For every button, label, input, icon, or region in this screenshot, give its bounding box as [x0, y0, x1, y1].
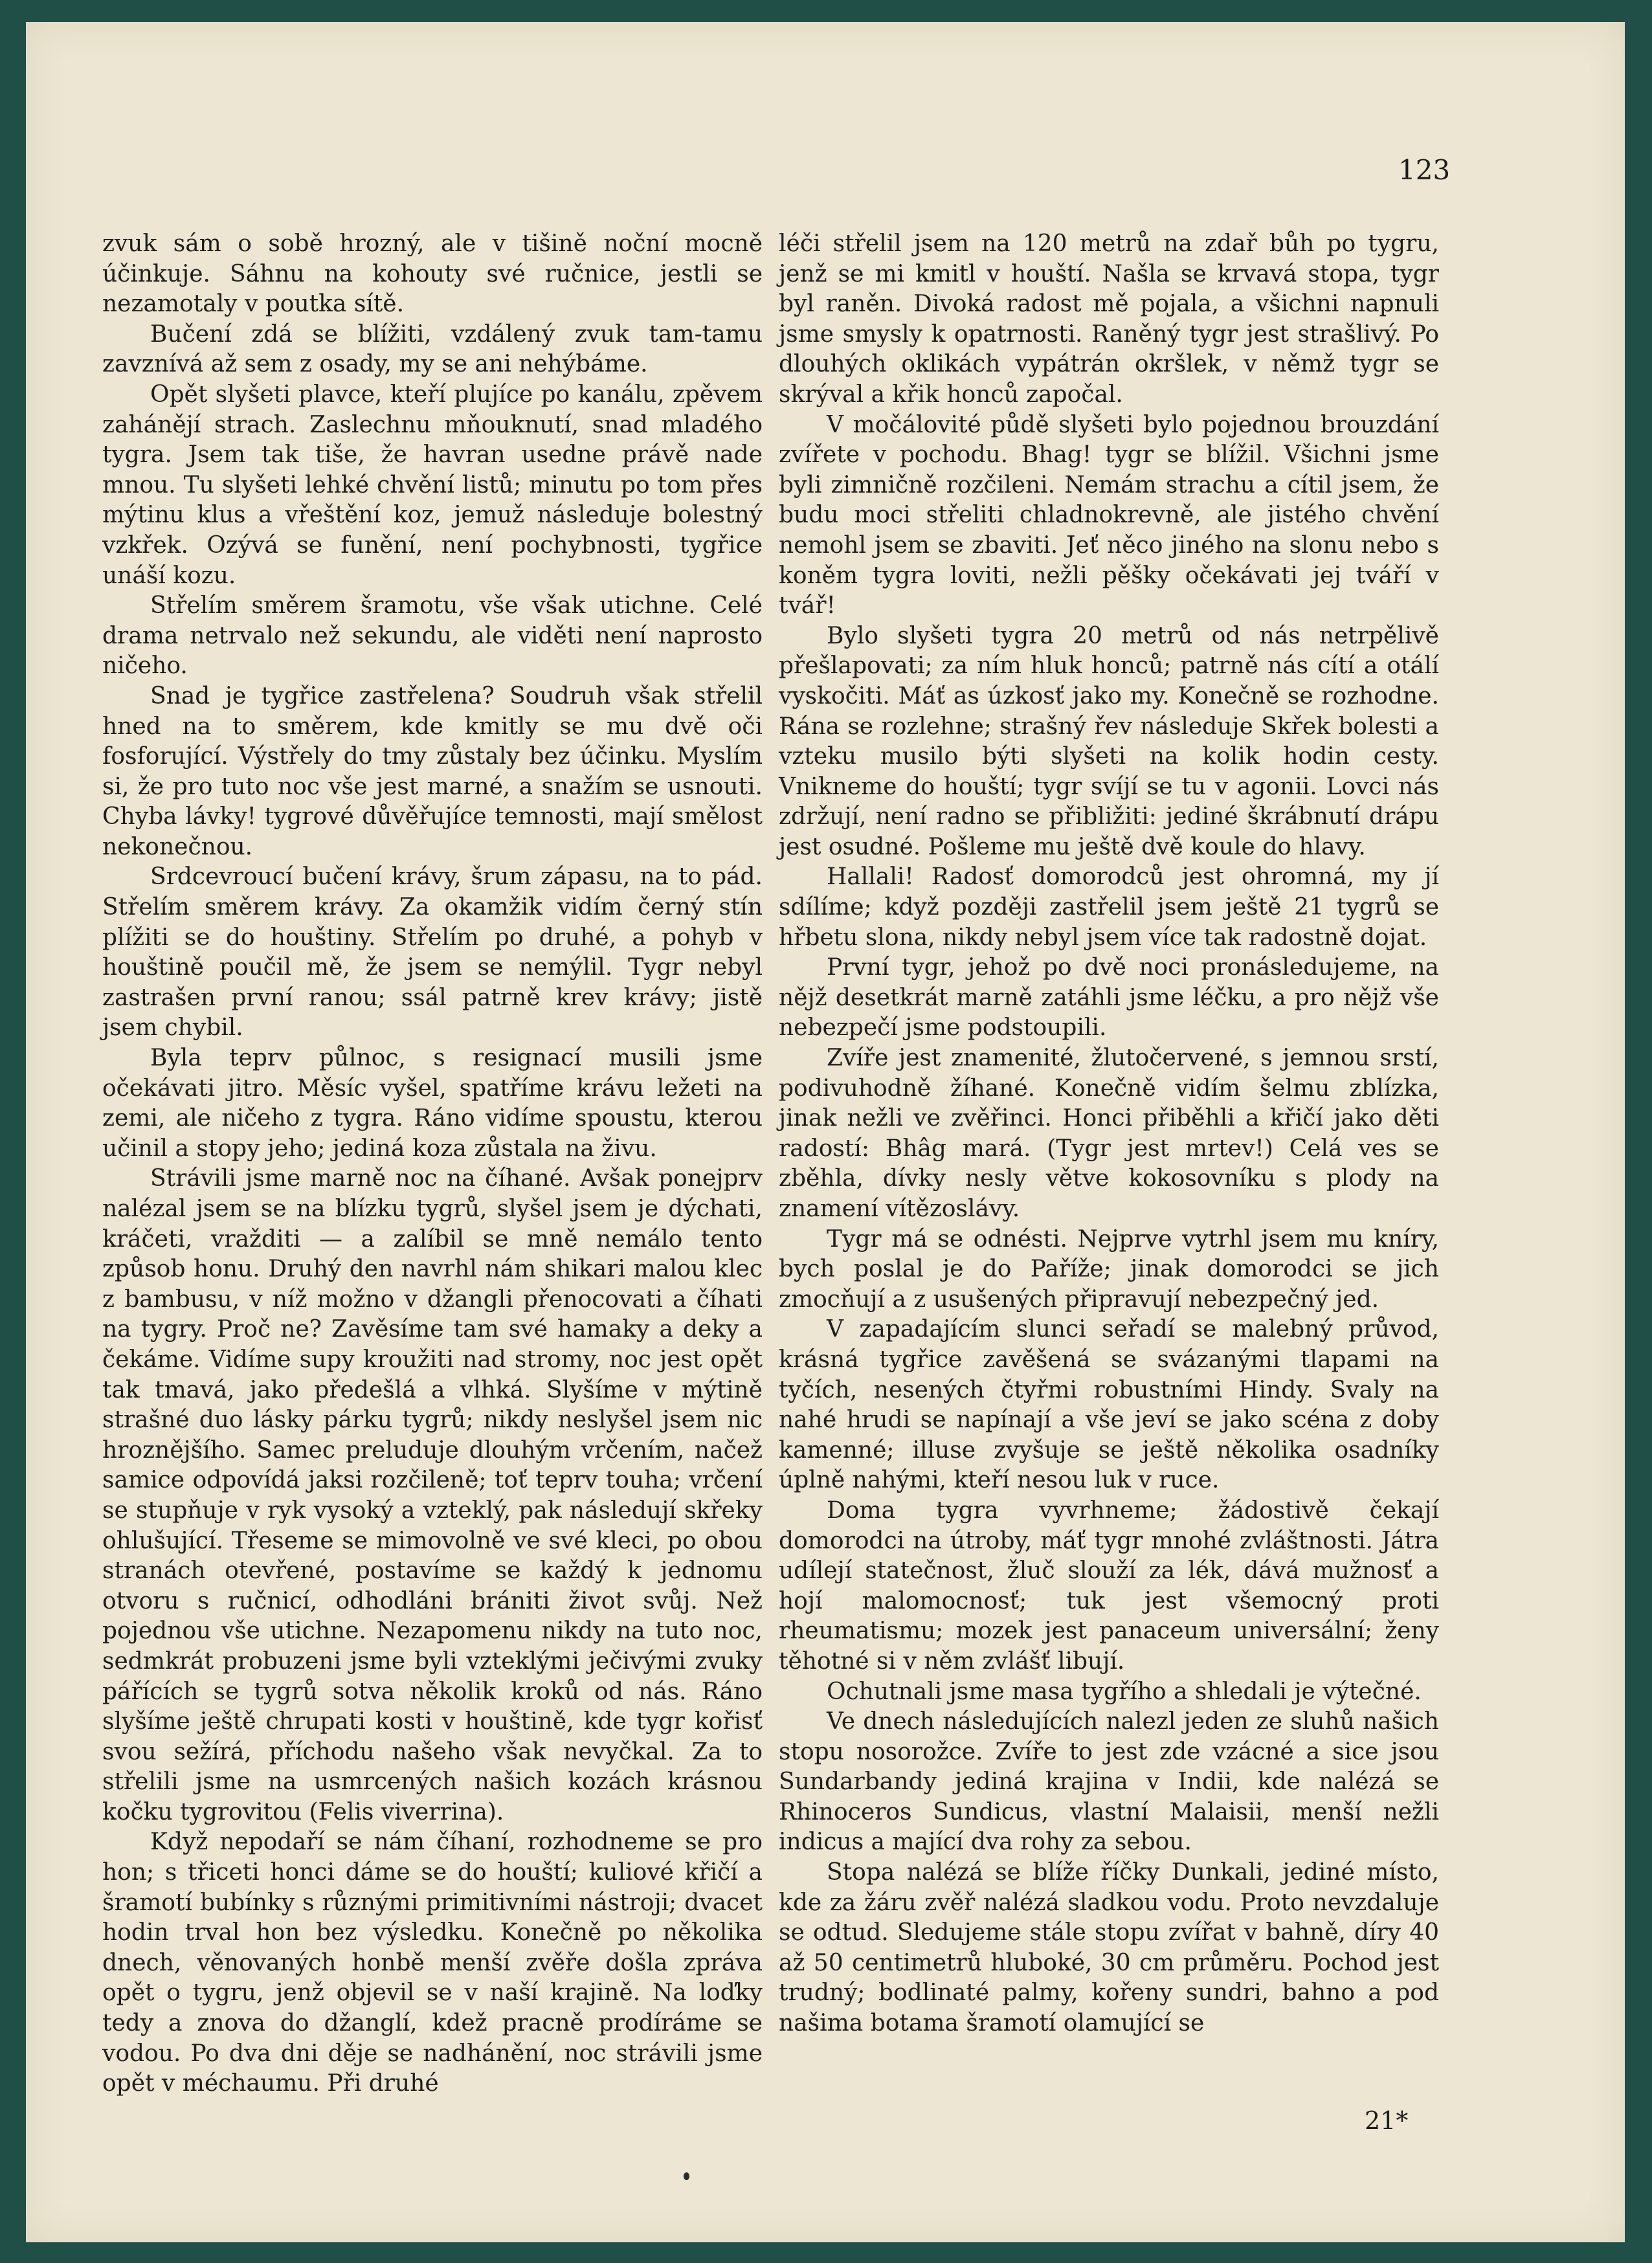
page-mark-dot — [684, 2172, 689, 2180]
paragraph: Tygr má se odnésti. Nejprve vytrhl jsem mu kníry, bych poslal je do Paříže; jinak domorodci se jich zmocňují a z usušených připravují nebezpečný jed. — [779, 1225, 1439, 1313]
paragraph: Snad je tygřice zastřelena? Soudruh však střelil hned na to směrem, kde kmitly se mu dvě oči fosforující. Výstřely do tmy zůstaly bez účinku. Myslím si, že pro tuto noc vše jest marné, a snažím se usnouti. Chyba lávky! tygrové důvěřujíce temnosti, mají smělost nekonečnou. — [102, 682, 763, 860]
left-text-column — [102, 229, 763, 2099]
paragraph: Bylo slyšeti tygra 20 metrů od nás netrpělivě přešlapovati; za ním hluk honců; patrně nás cítí a otálí vyskočiti. Máť as úzkosť jako my. Konečně se rozhodne. Rána se rozlehne; strašný řev následuje Skřek bolesti a vzteku musilo býti slyšeti na kolik hodin cesty. Vnikneme do houští; tygr svíjí se tu v agonii. Lovci nás zdržují, není radno se přibližiti: jediné škrábnutí drápu jest osudné. Pošleme mu ještě dvě koule do hlavy. — [779, 622, 1439, 860]
paragraph: Ochutnali jsme masa tygřího a shledali je výtečné. — [827, 1678, 1422, 1705]
printer-signature: 21* — [1365, 2106, 1409, 2135]
paragraph: léči střelil jsem na 120 metrů na zdař bůh po tygru, jenž se mi kmitl v houští. Našla se krvavá stopa, tygr byl raněn. Divoká radost mě pojala, a všichni napnuli jsme smysly k opatrnosti. Raněný tygr jest strašlivý. Po dlouhých oklikách vypátrán okršlek, v němž tygr se skrýval a křik honců započal. — [779, 230, 1439, 408]
paragraph: zvuk sám o sobě hrozný, ale v tišině noční mocně účinkuje. Sáhnu na kohouty své ručnice, jestli se nezamotaly v poutka sítě. — [102, 230, 763, 318]
paragraph: První tygr, jehož po dvě noci pronásledujeme, na nějž desetkrát marně zatáhli jsme léčku, a pro nějž vše nebezpečí jsme podstoupili. — [779, 954, 1439, 1042]
paragraph: Bučení zdá se blížiti, vzdálený zvuk tam-tamu zavznívá až sem z osady, my se ani nehýbáme. — [102, 320, 763, 378]
paragraph: Strávili jsme marně noc na číhané. Avšak ponejprv nalézal jsem se na blízku tygrů, slyšel jsem je dýchati, kráčeti, vražditi — a zalíbil se mně nemálo tento způsob honu. Druhý den navrhl nám shikari malou klec z bambusu, v níž možno v džangli přenocovati a číhati na tygry. Proč ne? Zavěsíme tam své hamaky a deky a čekáme. Vidíme supy kroužiti nad stromy, noc jest opět tak tmavá, jako předešlá a vlhká. Slyšíme v mýtině strašné duo lásky párku tygrů; nikdy neslyšel jsem nic hroznějšího. Samec preluduje dlouhým vrčením, načež samice odpovídá jaksi rozčileně; toť teprv touha; vrčení se stupňuje v ryk vysoký a vzteklý, pak následují skřeky ohlušující. Třeseme se mimovolně ve své kleci, po obou stranách otevřené, postavíme se každý k jednomu otvoru s ručnicí, odhodláni brániti život svůj. Než pojednou vše utichne. Nezapomenu nikdy na tuto noc, sedmkrát probuzeni jsme byli vzteklými ječivými zvuky pářících se tygrů sotva několik kroků od nás. Ráno slyšíme ještě chrupati kosti v houštině, kde tygr kořisť svou sežírá, příchodu našeho však nevyčkal. Za to střelili jsme na usmrcených našich kozách krásnou kočku tygrovitou (Felis viverrina). — [102, 1165, 763, 1825]
paragraph: V zapadajícím slunci seřadí se malebný průvod, krásná tygřice zavěšená se svázanými tlapami na tyčích, nesených čtyřmi robustními Hindy. Svaly na nahé hrudi se napínají a vše jeví se jako scéna z doby kamenné; illuse zvyšuje se ještě několika osadníky úplně nahými, kteří nesou luk v ruce. — [779, 1316, 1439, 1494]
paragraph: Stopa nalézá se blíže říčky Dunkali, jediné místo, kde za žáru zvěř nalézá sladkou vodu. Proto nevzdaluje se odtud. Sledujeme stále stopu zvířat v bahně, díry 40 až 50 centimetrů hluboké, 30 cm průměru. Pochod jest trudný; bodlinaté palmy, kořeny sundri, bahno a pod našima botama šramotí olamující se — [779, 1859, 1439, 2037]
paragraph: Hallali! Radosť domorodců jest ohromná, my jí sdílíme; když později zastřelil jsem ještě 21 tygrů se hřbetu slona, nikdy nebyl jsem více tak radostně dojat. — [779, 864, 1439, 951]
paragraph: Střelím směrem šramotu, vše však utichne. Celé drama netrvalo než sekundu, ale viděti není naprosto ničeho. — [102, 592, 763, 680]
paragraph: Když nepodaří se nám číhaní, rozhodneme se pro hon; s třiceti honci dáme se do houští; kuliové křičí a šramotí bubínky s různými primitivními nástroji; dvacet hodin trval hon bez výsledku. Konečně po několika dnech, věnovaných honbě menší zvěře došla zpráva opět o tygru, jenž objevil se v naší krajině. Na loďky tedy a znova do džanglí, kdež pracně prodíráme se vodou. Po dva dni děje se nadhánění, noc strávili jsme opět v méchaumu. Při druhé — [102, 1829, 763, 2097]
paragraph: Opět slyšeti plavce, kteří plujíce po kanálu, zpěvem zahánějí strach. Zaslechnu mňouknutí, snad mladého tygra. Jsem tak tiše, že havran usedne právě nade mnou. Tu slyšeti lehké chvění listů; minutu po tom přes mýtinu klus a vřeštění koz, jemuž následuje bolestný vzkřek. Ozývá se funění, není pochybnosti, tygřice unáší kozu. — [102, 381, 763, 589]
book-page — [26, 22, 1625, 2242]
right-text-column — [779, 229, 1439, 2039]
paragraph: Doma tygra vyvrhneme; žádostivě čekají domorodci na útroby, máť tygr mnohé zvláštnosti. Játra udílejí statečnost, žluč slouží za lék, dává mužnosť a hojí malomocnosť; tuk jest všemocný proti rheumatismu; mozek jest panaceum universální; ženy těhotné si v něm zvlášť libují. — [779, 1497, 1439, 1675]
page-number: 123 — [1398, 154, 1451, 186]
paragraph: Zvíře jest znamenité, žlutočervené, s jemnou srstí, podivuhodně žíhané. Konečně vidím šelmu zblízka, jinak nežli ve zvěřinci. Honci přiběhli a křičí jako děti radostí: Bhâg mará. (Tygr jest mrtev!) Celá ves se zběhla, dívky nesly větve kokosovníku s plody na znamení vítězoslávy. — [779, 1045, 1439, 1222]
paragraph: Ve dnech následujících nalezl jeden ze sluhů našich stopu nosorožce. Zvíře to jest zde vzácné a sice jsou Sundarbandy jediná krajina v Indii, kde nalézá se Rhinoceros Sundicus, vlastní Malaisii, menší nežli indicus a mající dva rohy za sebou. — [779, 1708, 1439, 1856]
paragraph: V močálovité půdě slyšeti bylo pojednou brouzdání zvířete v pochodu. Bhag! tygr se blížil. Všichni jsme byli zimničně rozčileni. Nemám strachu a cítil jsem, že budu moci střeliti chladnokrevně, ale jistého chvění nemohl jsem se zbaviti. Jeť něco jiného na slonu nebo s koněm tygra loviti, nežli pěšky očekávati jej tváří v tvář! — [779, 411, 1439, 619]
paragraph: Byla teprv půlnoc, s resignací musili jsme očekávati jitro. Měsíc vyšel, spatříme krávu ležeti na zemi, ale ničeho z tygra. Ráno vidíme spoustu, kterou učinil a stopy jeho; jediná koza zůstala na živu. — [102, 1045, 763, 1162]
paragraph: Srdcevroucí bučení krávy, šrum zápasu, na to pád. Střelím směrem krávy. Za okamžik vidím černý stín plížiti se do houštiny. Střelím po druhé, a pohyb v houštině poučil mě, že jsem se nemýlil. Tygr nebyl zastrašen první ranou; ssál patrně krev krávy; jistě jsem chybil. — [102, 864, 763, 1042]
